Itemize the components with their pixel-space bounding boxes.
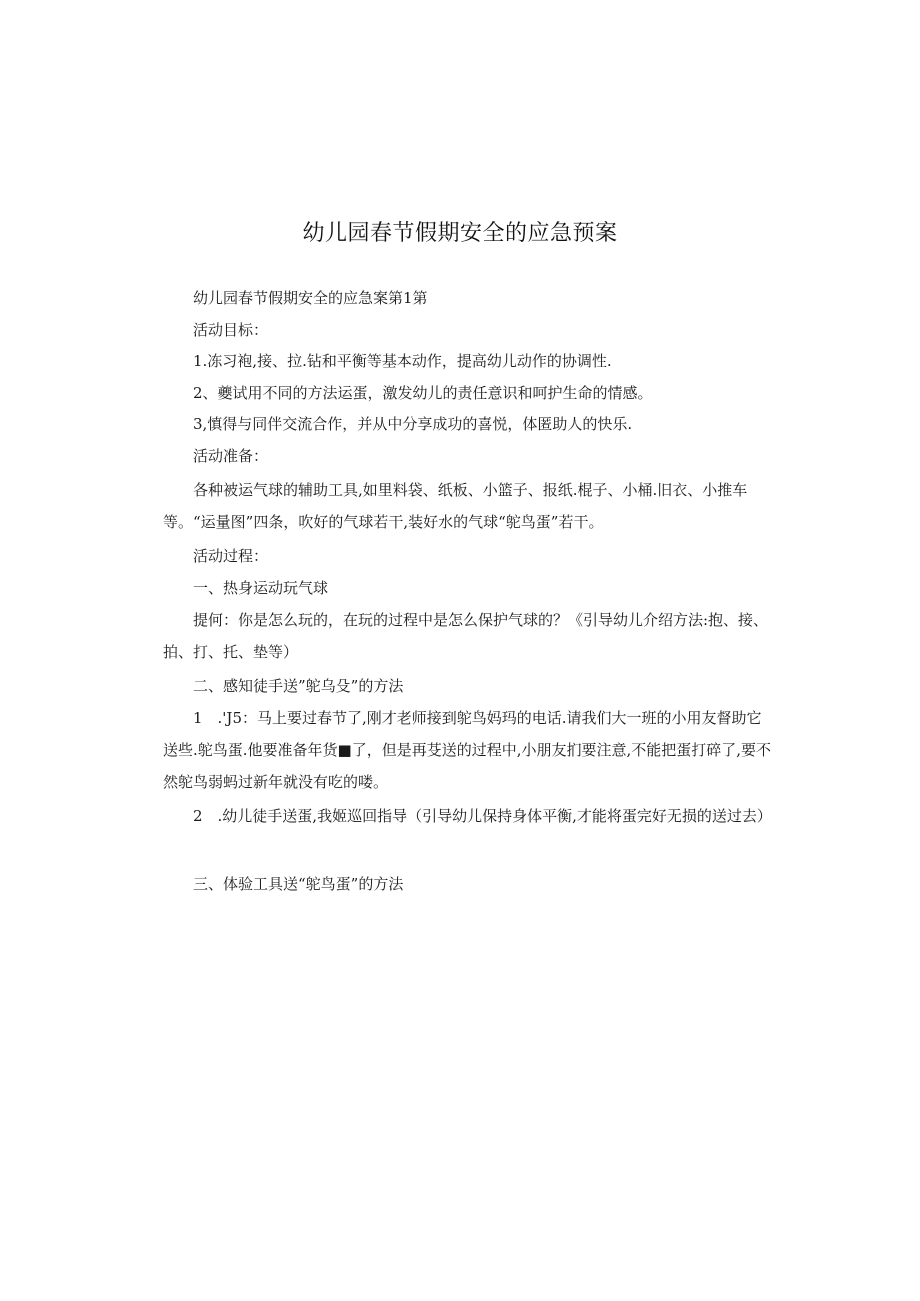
paragraph-step-1: 1 .'J5：马上要过春节了,刚才老师接到鸵鸟妈玛的电话.请我们大一班的小用友督助它送些.鸵鸟蛋.他要准备年货■了，但是再芟送的过程中,小朋友扪要注意,不能把蛋打碎了,要不然鸵鸟弱蚂过新年就没有吃的喽。 [163, 709, 772, 791]
paragraph-section-2: 二、感知徒手送”鸵乌殳”的方法 [193, 677, 404, 695]
document-title: 幼儿园春节假期安全的应急预案 [302, 221, 618, 246]
paragraph-section-3: 三、体验工具送“鸵鸟蛋”的方法 [193, 875, 404, 893]
paragraph-goals-heading: 活动目标： [193, 321, 269, 339]
paragraph-subtitle: 幼儿园春节假期安全的应急案第1第 [193, 289, 428, 307]
paragraph-question: 提何：你是怎么玩的，在玩的过程中是怎么保护气球的？《引导幼儿介绍方法:抱、接、拍、打、托、垫等） [163, 611, 769, 661]
paragraph-step-2: 2 .幼儿徒手送蛋,我姬巡回指导（引导幼儿保持身体平衡,才能将蛋完好无损的送过去） [193, 807, 772, 825]
paragraph-goal-1: 1.冻习袍,接、拉.钻和平衡等基本动作，提高幼儿动作的协调性. [193, 352, 612, 370]
paragraph-goal-2: 2、夔试用不同的方法运蛋，激发幼儿的责任意识和呵护生命的情感。 [193, 384, 653, 402]
paragraph-prep-body: 各种被运气球的辅助工具,如里料袋、纸板、小篮子、报纸.棍子、小桶.旧衣、小推车等。“运量图”四条，吹好的气球若干,装好水的气球“鸵鸟蛋”若干。 [163, 481, 748, 531]
paragraph-goal-3: 3,慎得与同伴交流合作，并从中分享成功的喜悦，体匿助人的快乐. [193, 415, 633, 433]
paragraph-prep-heading: 活动准备： [193, 447, 269, 465]
paragraph-process-heading: 活动过程： [193, 547, 269, 565]
paragraph-section-1: 一、热身运动玩气球 [193, 579, 329, 597]
